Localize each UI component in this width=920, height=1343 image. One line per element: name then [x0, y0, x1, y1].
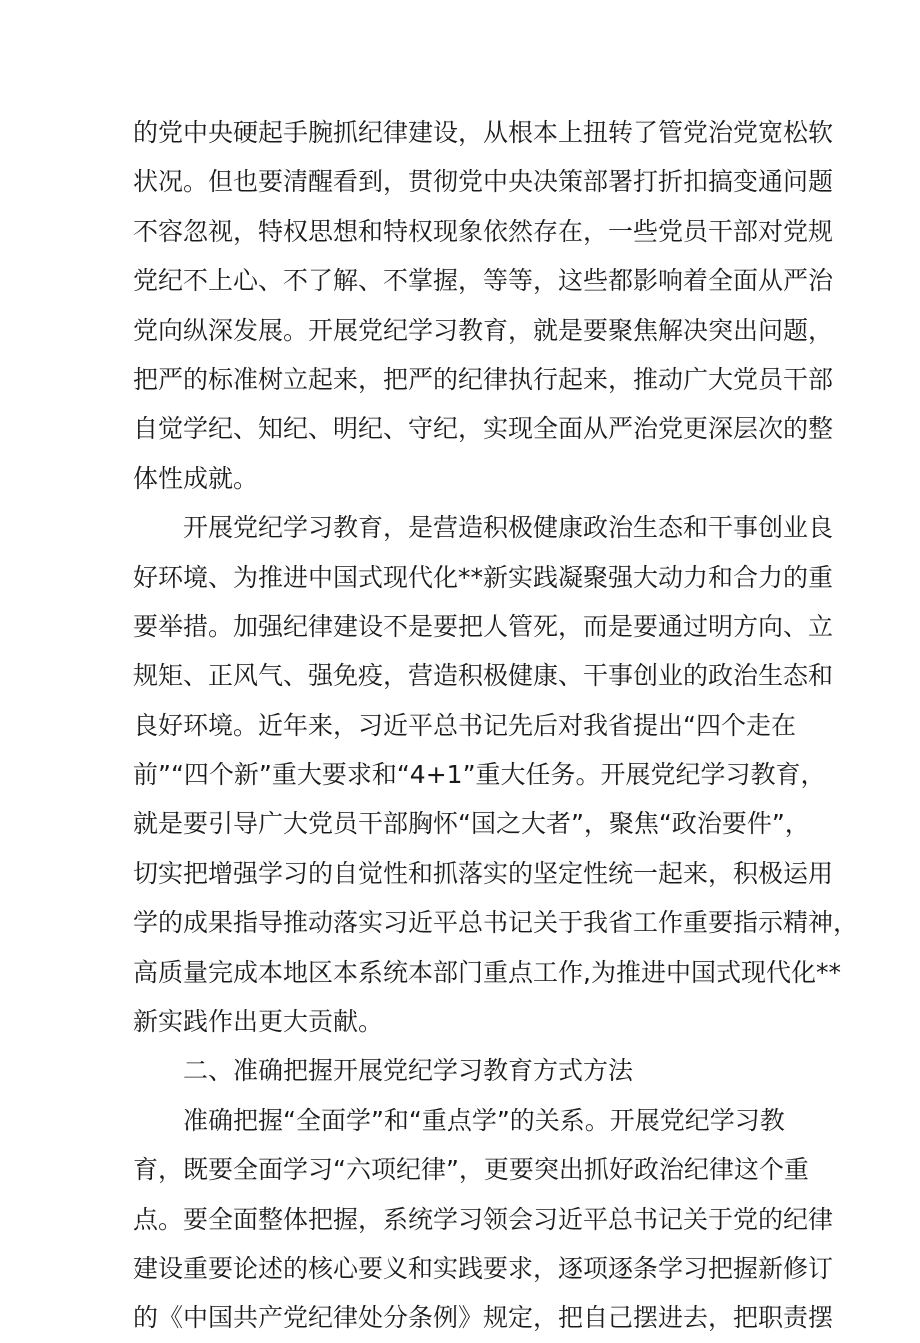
text-line: 点。要全面整体把握，系统学习领会习近平总书记关于党的纪律 — [133, 1204, 834, 1234]
text-line: 规矩、正风气、强免疫，营造积极健康、干事创业的政治生态和 — [133, 661, 834, 691]
text-line: 育，既要全面学习“六项纪律”，更要突出抓好政治纪律这个重 — [133, 1155, 809, 1185]
text-line: 党纪不上心、不了解、不掌握，等等，这些都影响着全面从严治 — [133, 266, 834, 296]
paragraph-start-line: 开展党纪学习教育，是营造积极健康政治生态和干事创业良 — [183, 513, 834, 543]
text-line: 就是要引导广大党员干部胸怀“国之大者”，聚焦“政治要件”， — [133, 809, 810, 839]
paragraph-start-line: 准确把握“全面学”和“重点学”的关系。开展党纪学习教 — [183, 1105, 785, 1135]
text-line: 自觉学纪、知纪、明纪、守纪，实现全面从严治党更深层次的整 — [133, 414, 834, 444]
section-heading: 二、准确把握开展党纪学习教育方式方法 — [183, 1056, 634, 1086]
document-body — [133, 108, 859, 1343]
text-line: 良好环境。近年来，习近平总书记先后对我省提出“四个走在 — [133, 710, 796, 740]
text-line: 把严的标准树立起来，把严的纪律执行起来，推动广大党员干部 — [133, 364, 834, 394]
text-line: 新实践作出更大贡献。 — [133, 1007, 384, 1037]
text-line: 建设重要论述的核心要义和实践要求，逐项逐条学习把握新修订 — [133, 1253, 834, 1283]
text-line: 切实把增强学习的自觉性和抓落实的坚定性统一起来，积极运用 — [133, 858, 834, 888]
text-line: 高质量完成本地区本系统本部门重点工作,为推进中国式现代化** — [133, 957, 841, 987]
text-line: 的《中国共产党纪律处分条例》规定，把自己摆进去，把职责摆 — [133, 1303, 834, 1333]
text-line: 状况。但也要清醒看到，贯彻党中央决策部署打折扣搞变通问题 — [133, 167, 834, 197]
text-line: 的党中央硬起手腕抓纪律建设，从根本上扭转了管党治党宽松软 — [133, 118, 834, 147]
text-line: 学的成果指导推动落实习近平总书记关于我省工作重要指示精神， — [133, 908, 859, 938]
text-line: 要举措。加强纪律建设不是要把人管死，而是要通过明方向、立 — [133, 611, 834, 641]
text-line: 党向纵深发展。开展党纪学习教育，就是要聚焦解决突出问题， — [133, 315, 834, 345]
text-line: 不容忽视，特权思想和特权现象依然存在，一些党员干部对党规 — [133, 216, 834, 246]
text-line: 好环境、为推进中国式现代化**新实践凝聚强大动力和合力的重 — [133, 562, 834, 592]
text-line: 体性成就。 — [133, 463, 259, 493]
text-line: 前”“四个新”重大要求和“4+1”重大任务。开展党纪学习教育， — [133, 760, 826, 790]
